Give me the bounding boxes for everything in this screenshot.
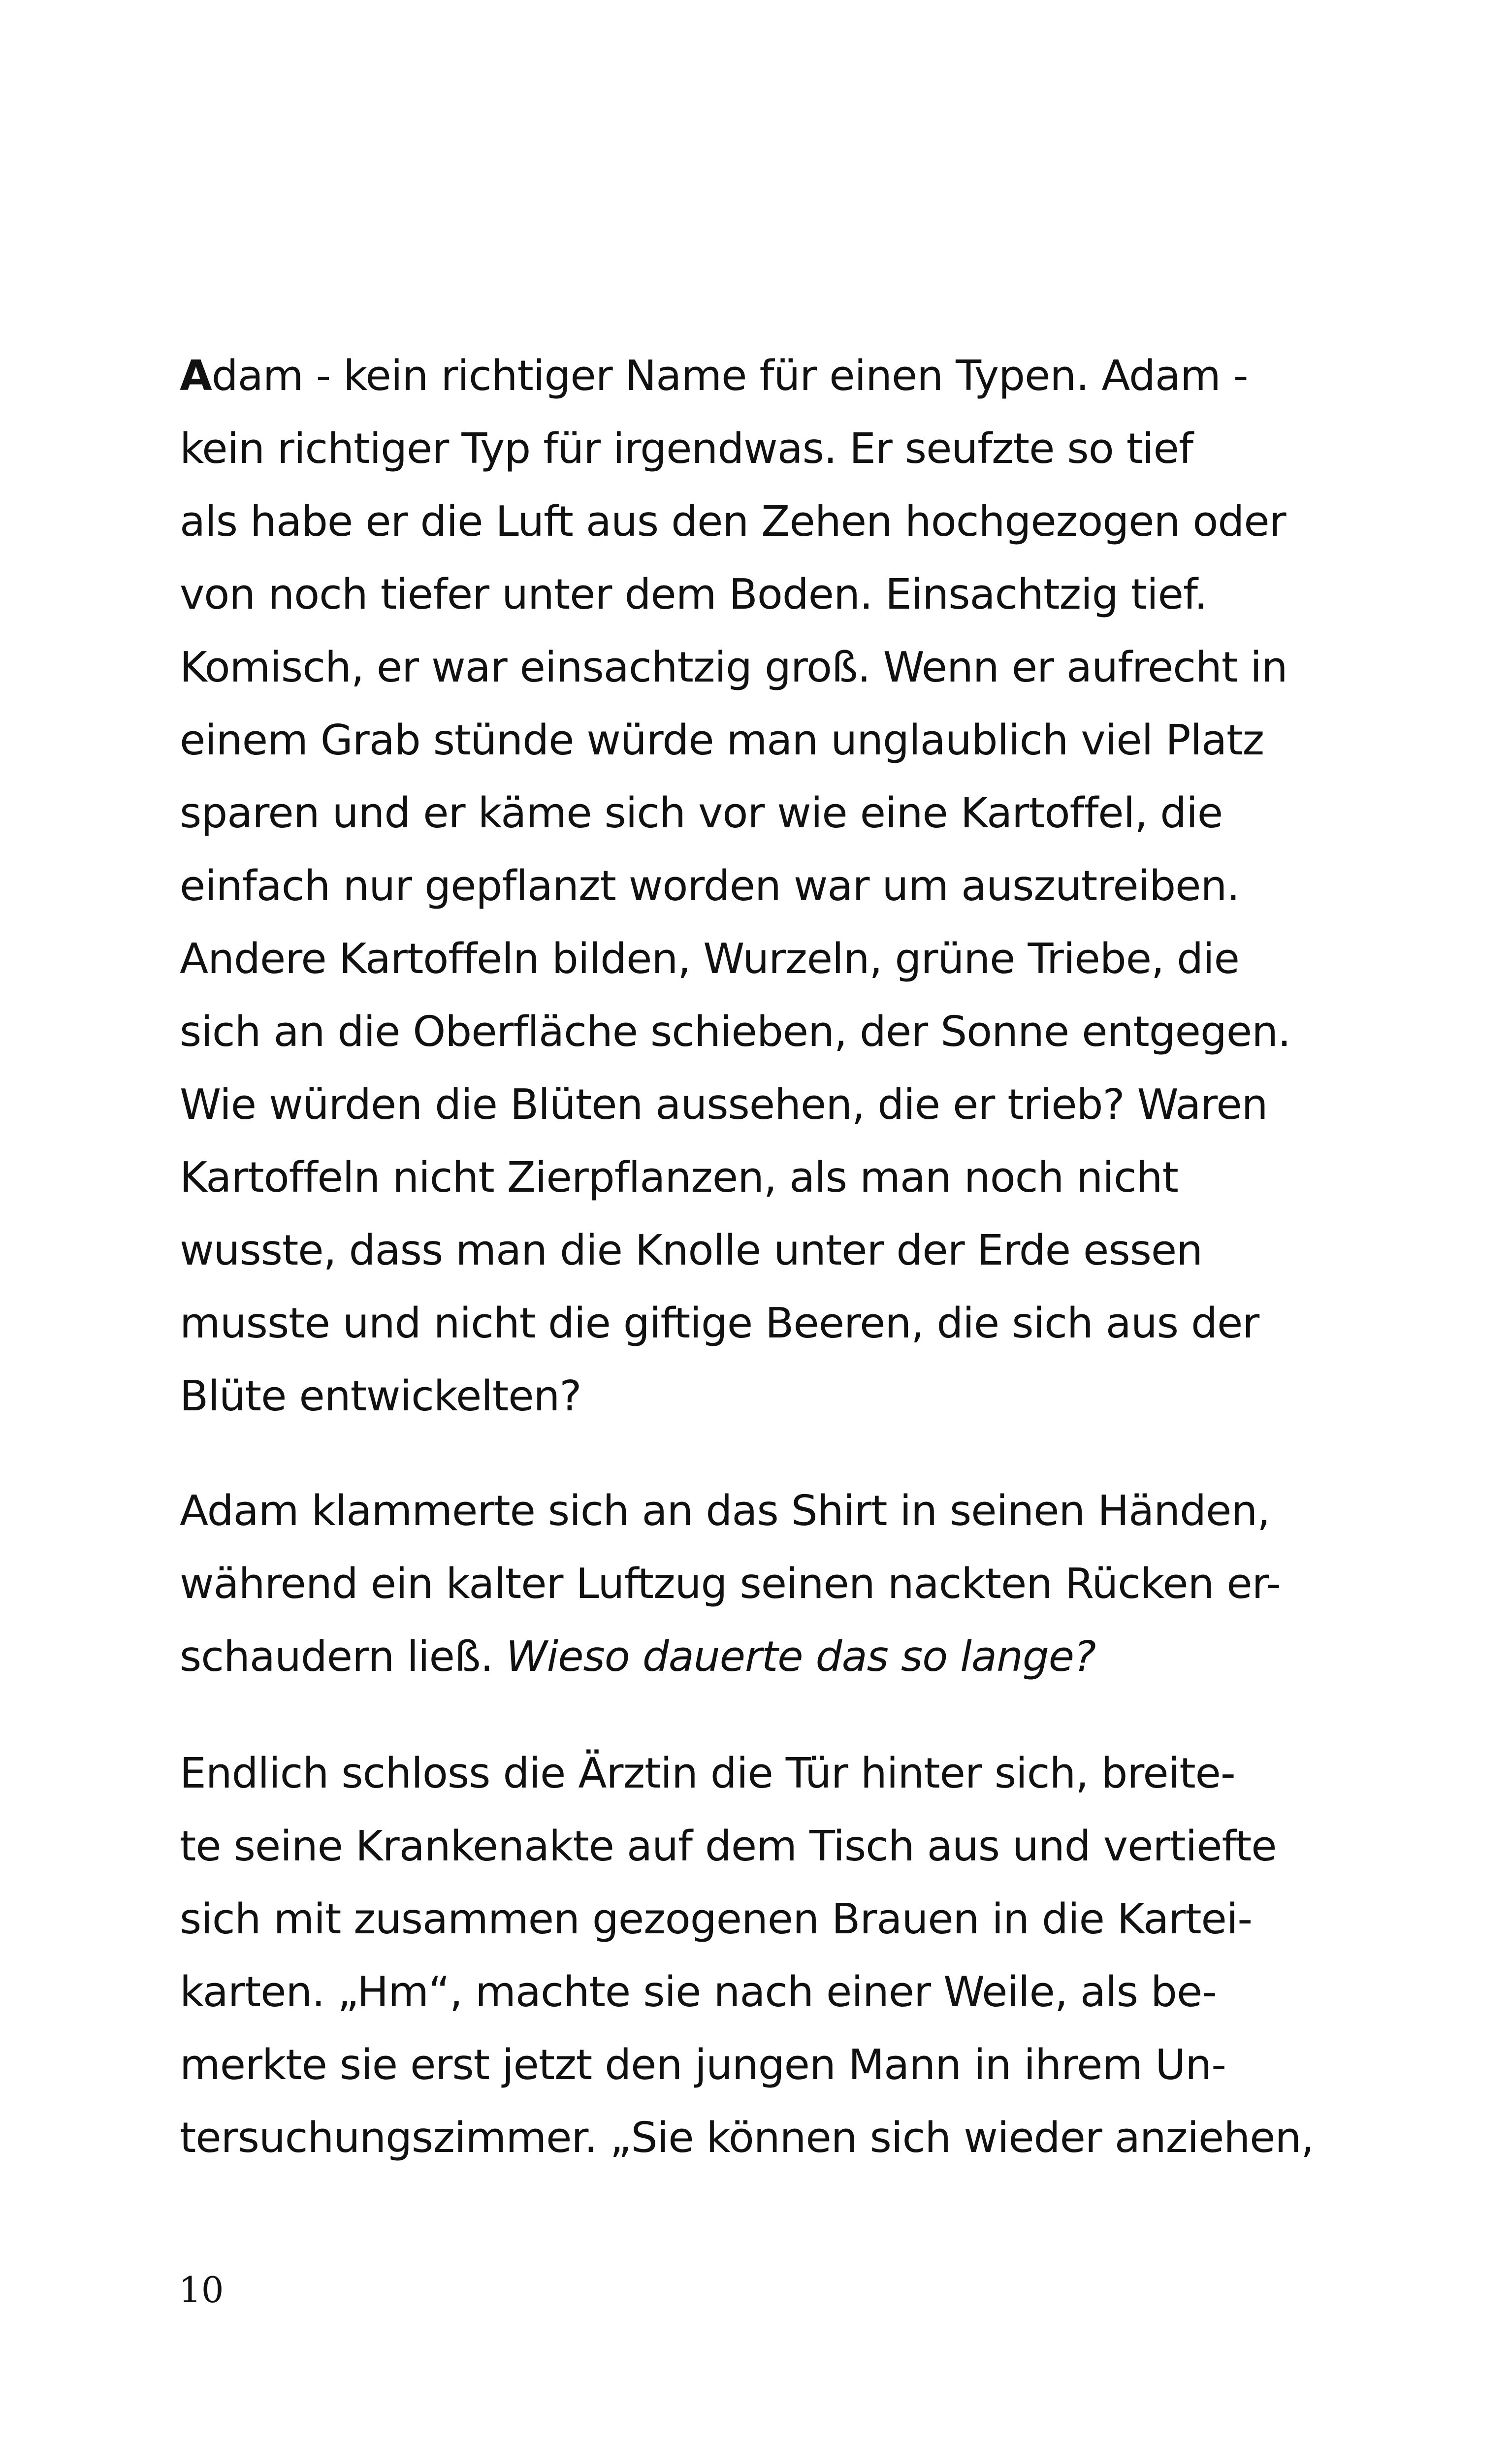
text-line: musste und nicht die giftige Beeren, die sich aus der <box>180 1299 1259 1348</box>
text-line: karten. „Hm“, machte sie nach einer Weile, als be- <box>180 1968 1217 2017</box>
text-line: Adam klammerte sich an das Shirt in seinen Händen, <box>180 1487 1270 1535</box>
text-line: Komisch, er war einsachtzig groß. Wenn er aufrecht in <box>180 643 1287 692</box>
text-line: schaudern ließ. Wieso dauerte das so lange? <box>180 1632 1096 1681</box>
text-line: Adam - kein richtiger Name für einen Typen. Adam - <box>180 352 1248 400</box>
text-line: wusste, dass man die Knolle unter der Erde essen <box>180 1226 1203 1275</box>
text-line: sparen und er käme sich vor wie eine Kartoffel, die <box>180 789 1223 838</box>
text-line: während ein kalter Luftzug seinen nackten Rücken er- <box>180 1560 1281 1608</box>
text-line: Wie würden die Blüten aussehen, die er trieb? Waren <box>180 1080 1268 1129</box>
text-line: Kartoffeln nicht Zierpflanzen, als man noch nicht <box>180 1153 1178 1202</box>
paragraph-1 <box>180 340 1371 1433</box>
text-line: Andere Kartoffeln bilden, Wurzeln, grüne Triebe, die <box>180 935 1239 983</box>
text-line: von noch tiefer unter dem Boden. Einsachtzig tief. <box>180 570 1207 619</box>
text-line: als habe er die Luft aus den Zehen hochgezogen oder <box>180 497 1286 546</box>
paragraph-3 <box>180 1737 1371 2175</box>
text-line: sich an die Oberfläche schieben, der Sonne entgegen. <box>180 1008 1291 1056</box>
paragraph-2 <box>180 1475 1371 1694</box>
text-line: te seine Krankenakte auf dem Tisch aus und vertiefte <box>180 1822 1277 1871</box>
italic-text: Wieso dauerte das so lange? <box>506 1632 1096 1681</box>
drop-letter: A <box>180 352 212 400</box>
text-line: Blüte entwickelten? <box>180 1372 581 1421</box>
text-line: einem Grab stünde würde man unglaublich viel Platz <box>180 716 1264 765</box>
text-line: merkte sie erst jetzt den jungen Mann in ihrem Un- <box>180 2041 1226 2089</box>
text-line: einfach nur gepflanzt worden war um auszutreiben. <box>180 862 1240 911</box>
text-line: kein richtiger Typ für irgendwas. Er seufzte so tief <box>180 424 1193 473</box>
page-number: 10 <box>179 2269 224 2311</box>
text-line: tersuchungszimmer. „Sie können sich wieder anziehen, <box>180 2114 1314 2162</box>
text-line: sich mit zusammen gezogenen Brauen in die Kartei- <box>180 1895 1253 1944</box>
text-line: Endlich schloss die Ärztin die Tür hinter sich, breite- <box>180 1749 1235 1798</box>
